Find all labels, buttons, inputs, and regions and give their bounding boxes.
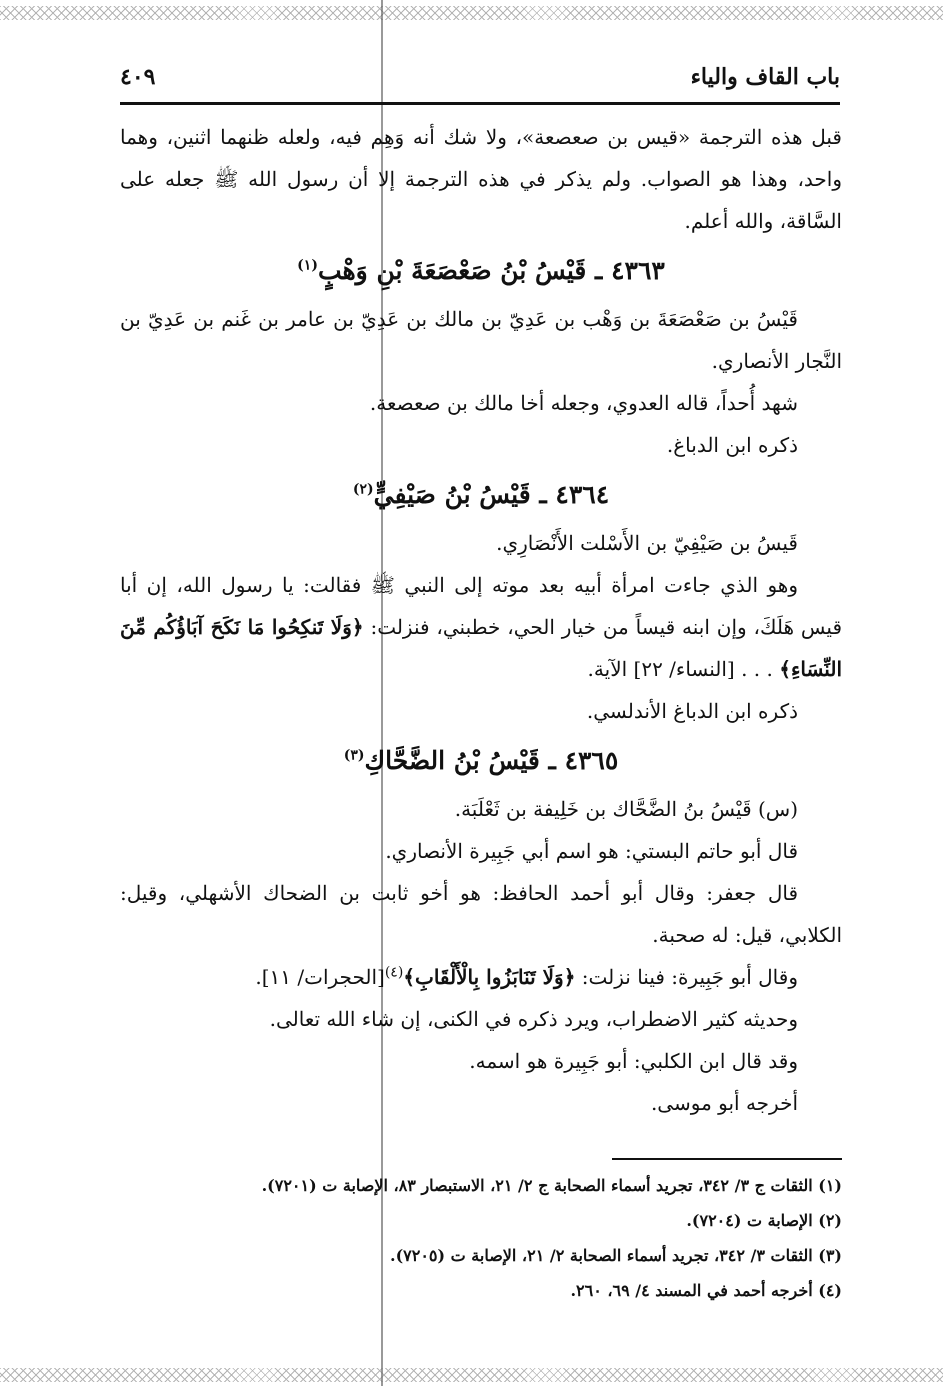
entry-title-4364 xyxy=(120,472,842,518)
footnote-marker: (٤) xyxy=(384,964,404,981)
entry-paragraph: وحديثه كثير الاضطراب، ويرد ذكره في الكنى، إن شاء الله تعالى. xyxy=(269,1007,798,1031)
running-title: باب القاف والياء xyxy=(690,64,840,90)
intro-paragraph: قبل هذه الترجمة «قيس بن صعصعة»، ولا شك أنه وَهِم فيه، ولعله ظنهما اثنين، وهما واحد، وهذا هو الصواب. ولم يذكر في هذه الترجمة إلا أن رسول الله ﷺ جعله على السَّاقة، والله أعلم. xyxy=(120,125,842,233)
footnote-marker: (٢) xyxy=(352,481,374,498)
entry-paragraph: قَيسُ بن صَيْفِيّ بن الأَسْلت الأَنْصَارِي. xyxy=(496,531,798,555)
entry-paragraph xyxy=(120,564,842,690)
decorative-border-top xyxy=(0,6,943,20)
header-rule xyxy=(120,102,840,105)
entry-paragraph: وقد قال ابن الكلبي: أبو جَبِيرة هو اسمه. xyxy=(469,1049,798,1073)
entry-paragraph: (س) قَيْسُ بنُ الضَّحَّاك بن خَلِيفة بن ثَعْلَبَة. xyxy=(454,797,798,821)
footnote: (٣) الثقات ٣/ ٣٤٢، تجريد أسماء الصحابة ٢/ ٢١، الإصابة ت (٧٢٠٥). xyxy=(390,1246,842,1265)
quran-verse: ﴿وَلَا تَنَابَزُوا بِالْأَلْقَابِ﴾ xyxy=(403,965,576,989)
entry-paragraph: قال أبو حاتم البستي: هو اسم أبي جَبِيرة الأنصاري. xyxy=(385,839,798,863)
footnote: (٤) أخرجه أحمد في المسند ٤/ ٦٩، ٢٦٠. xyxy=(570,1281,842,1300)
footnote-rule xyxy=(612,1158,842,1160)
entry-paragraph-text: وقال أبو جَبِيرة: فينا نزلت: xyxy=(581,965,798,989)
footnote: (٢) الإصابة ت (٧٢٠٤). xyxy=(686,1211,842,1230)
main-text xyxy=(120,116,842,1124)
footnote-marker: (١) xyxy=(297,257,318,274)
page-number: ٤٠٩ xyxy=(120,64,156,90)
entry-paragraph-text: وهو الذي جاءت امرأة أبيه بعد موته إلى النبي ﷺ فقالت: يا رسول الله، إن أبا قيس هَلَكَ، وإن ابنه قيساً من خيار الحي، خطبني، فنزلت: xyxy=(120,573,842,639)
quran-reference: [الحجرات/ ١١]. xyxy=(255,965,385,989)
entry-paragraph: شهد أُحداً، قاله العدوي، وجعله أخا مالك بن صعصعة. xyxy=(369,391,798,415)
entry-title-text: ٤٣٦٣ ـ قَيْسُ بْنُ صَعْصَعَةَ بْنِ وَهْبٍ xyxy=(317,256,665,285)
quran-reference: . . . [النساء/ ٢٢] الآية. xyxy=(587,657,773,681)
entry-paragraph: ذكره ابن الدباغ الأندلسي. xyxy=(586,699,798,723)
entry-paragraph: قال جعفر: وقال أبو أحمد الحافظ: هو أخو ثابت بن الضحاك الأشهلي، وقيل: الكلابي، قيل: له صحبة. xyxy=(120,881,842,947)
entry-title-text: ٤٣٦٥ ـ قَيْسُ بْنُ الضَّحَّاكِ xyxy=(364,746,619,775)
entry-paragraph: أخرجه أبو موسى. xyxy=(650,1091,798,1115)
entry-title-4363 xyxy=(120,248,842,294)
page-header xyxy=(120,58,840,98)
entry-paragraph xyxy=(120,956,842,998)
entry-paragraph: ذكره ابن الدباغ. xyxy=(666,433,798,457)
footnotes xyxy=(120,1168,842,1308)
footnote-marker: (٣) xyxy=(343,747,365,764)
entry-title-text: ٤٣٦٤ ـ قَيْسُ بْنُ صَيْفِيٍّ xyxy=(373,480,610,509)
entry-title-4365 xyxy=(120,738,842,784)
quran-verse: ﴿وَلَا تَنكِحُوا مَا نَكَحَ آبَاؤُكُم مِّنَ النِّسَاءِ﴾ xyxy=(120,615,842,681)
decorative-border-bottom xyxy=(0,1368,943,1382)
entry-paragraph: قَيْسُ بن صَعْصَعَةَ بن وَهْب بن عَدِيّ بن مالك بن عَدِيّ بن عامر بن غَنم بن عَدِيّ بن النَّجار الأنصاري. xyxy=(120,307,842,373)
footnote: (١) الثقات ج ٣/ ٣٤٢، تجريد أسماء الصحابة ج ٢/ ٢١، الاستبصار ٨٣، الإصابة ت (٧٢٠١). xyxy=(261,1176,842,1195)
